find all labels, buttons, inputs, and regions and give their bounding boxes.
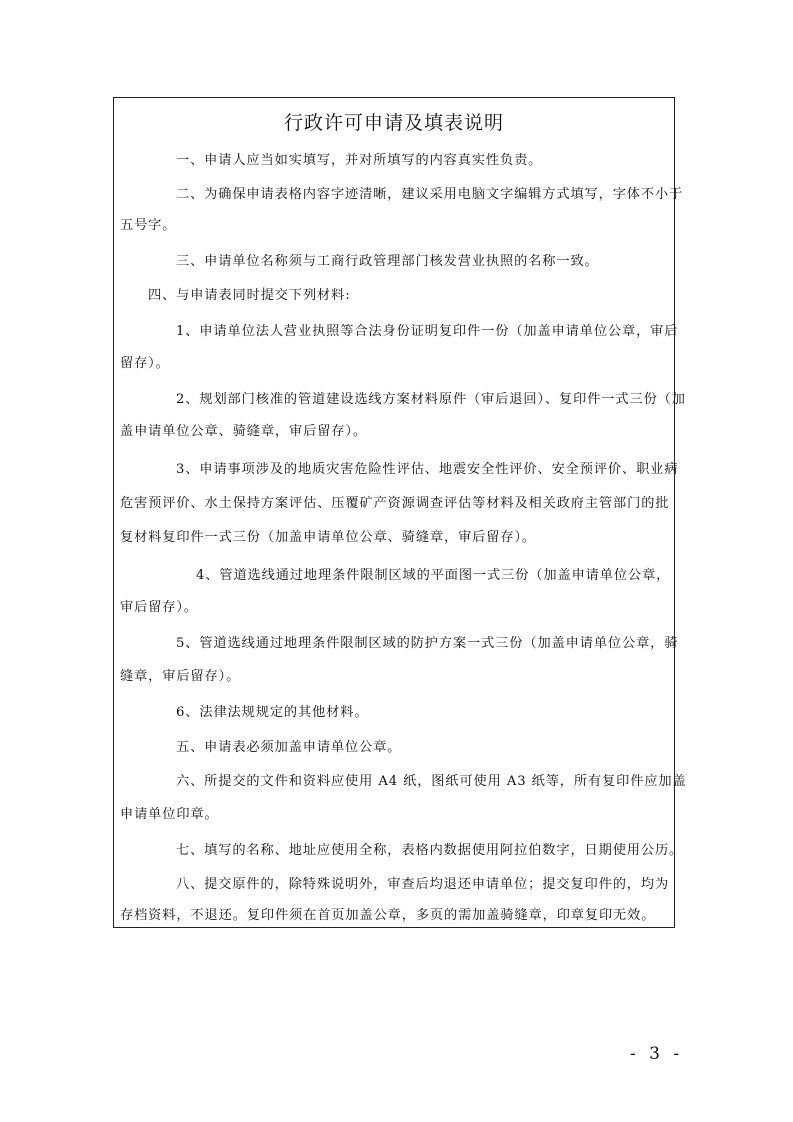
material-3-line-3: 复材料复印件一式三份（加盖申请单位公章、骑缝章，审后留存）。 xyxy=(120,530,537,545)
material-4-line-1: 4、管道选线通过地理条件限制区域的平面图一式三份（加盖申请单位公章， xyxy=(196,568,671,583)
material-3-line-2: 危害预评价、水土保持方案评估、压覆矿产资源调查评估等材料及相关政府主管部门的批 xyxy=(120,496,670,511)
page-number: - 3 - xyxy=(630,1044,684,1064)
material-5-line-2: 缝章，审后留存）。 xyxy=(120,669,241,684)
material-4-line-2: 审后留存）。 xyxy=(120,600,198,615)
item-8-line-2: 存档资料，不退还。复印件须在首页加盖公章，多页的需加盖骑缝章，印章复印无效。 xyxy=(120,908,656,923)
item-7-line-1: 七、填写的名称、地址应使用全称，表格内数据使用阿拉伯数字，日期使用公历。 xyxy=(176,843,684,858)
item-3-line-1: 三、申请单位名称须与工商行政管理部门核发营业执照的名称一致。 xyxy=(176,254,599,269)
item-2-line-1: 二、为确保申请表格内容字迹清晰，建议采用电脑文字编辑方式填写，字体不小于 xyxy=(176,187,684,202)
item-5-line-1: 五、申请表必须加盖申请单位公章。 xyxy=(176,740,402,755)
material-6-line-1: 6、法律法规规定的其他材料。 xyxy=(176,705,369,720)
item-2-line-2: 五号字。 xyxy=(120,218,177,233)
material-2-line-2: 盖申请单位公章、骑缝章，审后留存）。 xyxy=(120,424,367,439)
item-6-line-1: 六、所提交的文件和资料应使用 A4 纸，图纸可使用 A3 纸等，所有复印件应加盖 xyxy=(176,774,687,789)
document-title: 行政许可申请及填表说明 xyxy=(283,112,504,134)
item-8-line-1: 八、提交原件的，除特殊说明外，审查后均退还申请单位；提交复印件的，均为 xyxy=(176,877,670,892)
material-2-line-1: 2、规划部门核准的管道建设选线方案材料原件（审后退回）、复印件一式三份（加 xyxy=(176,392,686,407)
material-5-line-1: 5、管道选线通过地理条件限制区域的防护方案一式三份（加盖申请单位公章，骑 xyxy=(176,636,679,651)
item-6-line-2: 申请单位印章。 xyxy=(120,807,219,822)
item-1-line-1: 一、申请人应当如实填写，并对所填写的内容真实性负责。 xyxy=(176,153,543,168)
item-4-line-1: 四、与申请表同时提交下列材料: xyxy=(148,288,351,303)
material-3-line-1: 3、申请事项涉及的地质灾害危险性评估、地震安全性评价、安全预评价、职业病 xyxy=(176,462,679,477)
material-1-line-1: 1、申请单位法人营业执照等合法身份证明复印件一份（加盖申请单位公章，审后 xyxy=(176,324,679,339)
instructions-box xyxy=(113,97,687,928)
material-1-line-2: 留存）。 xyxy=(120,356,170,371)
